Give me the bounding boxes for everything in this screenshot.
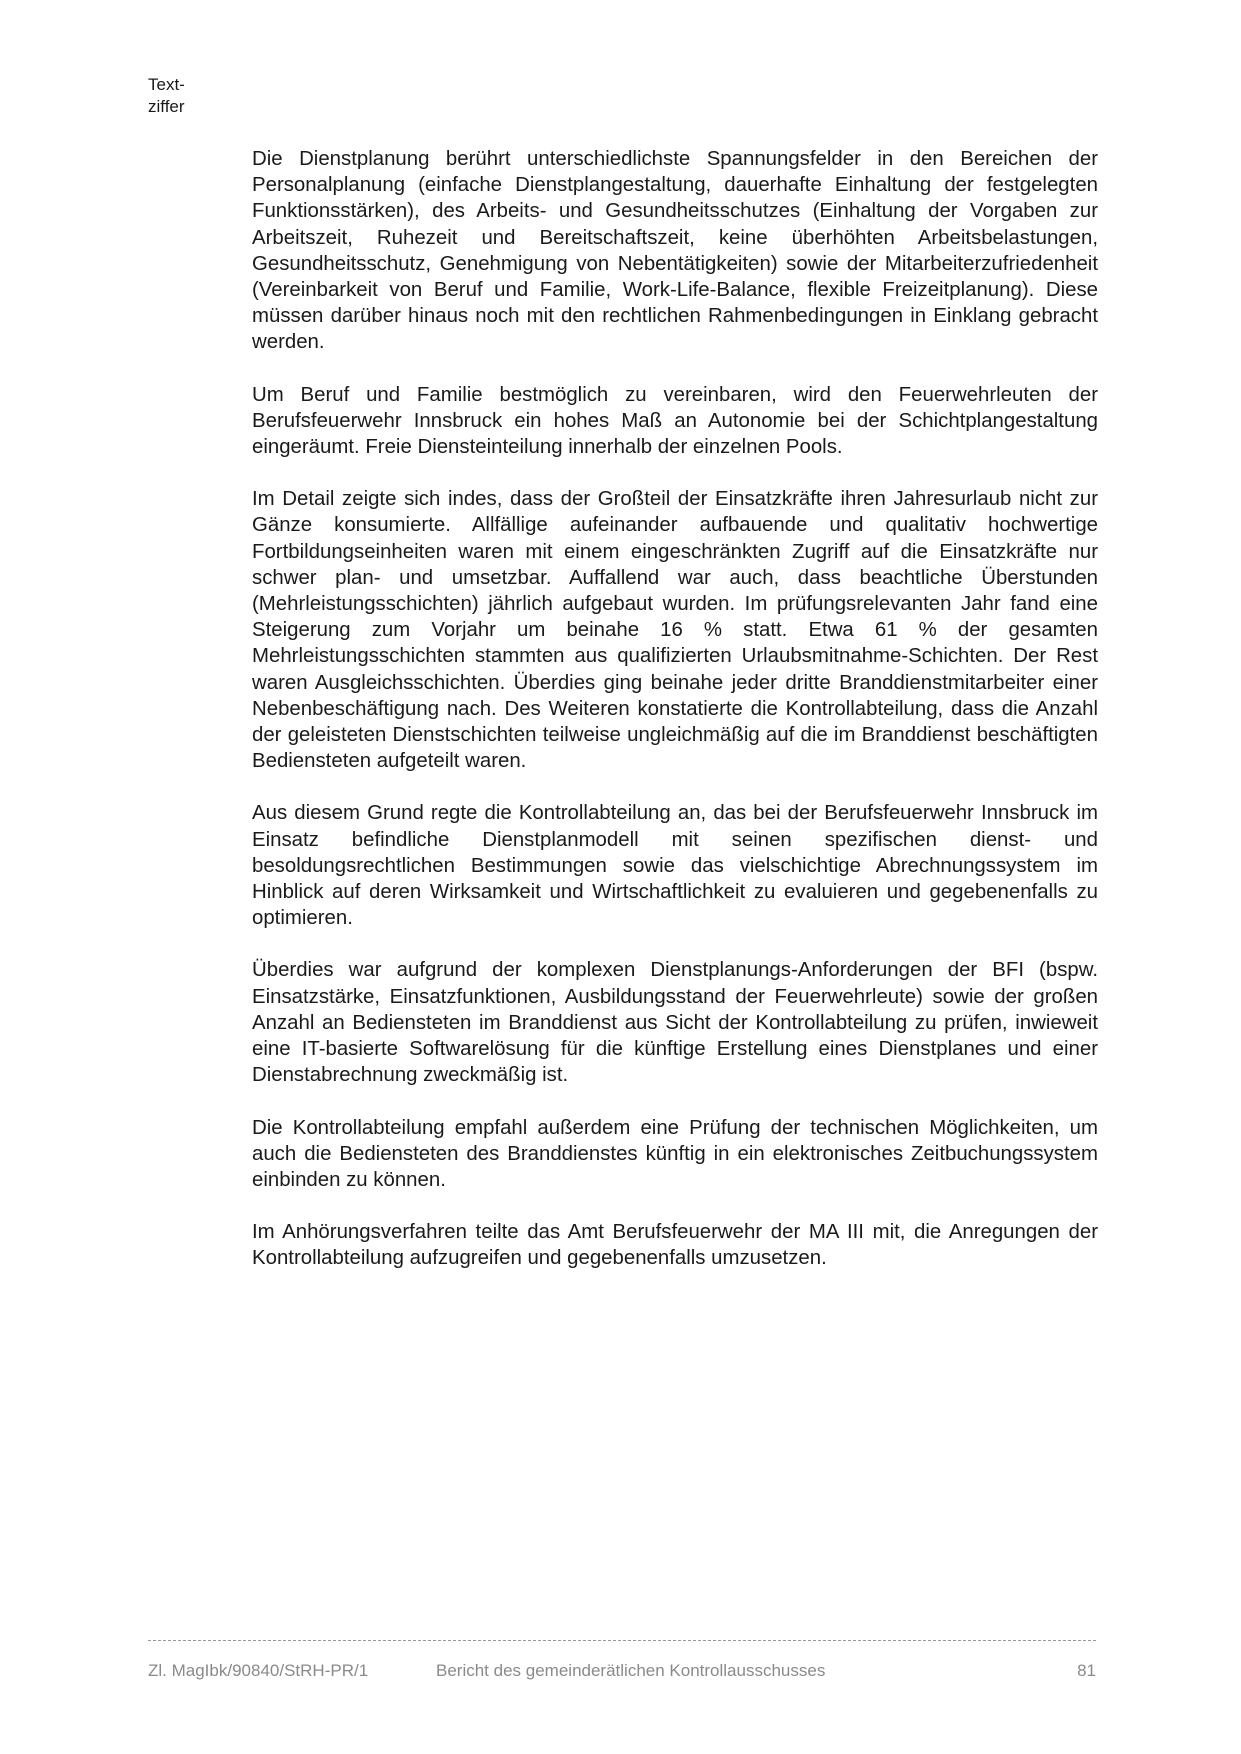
paragraph-2: Um Beruf und Familie bestmöglich zu vereinbaren, wird den Feuerwehrleuten der Berufsfeuerwehr Innsbruck ein hohes Maß an Autonomie bei der Schichtplangestaltung eingeräumt. Freie Diensteinteilung innerhalb der einzelnen Pools. [252,383,1098,459]
margin-label-textziffer [148,74,185,118]
page-number: 81 [1077,1661,1096,1680]
footer-reference: Zl. MagIbk/90840/StRH-PR/1 [148,1661,369,1680]
footer-title: Bericht des gemeinderätlichen Kontrollausschusses [436,1661,826,1680]
paragraph-7: Im Anhörungsverfahren teilte das Amt Berufsfeuerwehr der MA III mit, die Anregungen der Kontrollabteilung aufzugreifen und gegebenenfalls umzusetzen. [252,1221,1098,1270]
paragraph-6: Die Kontrollabteilung empfahl außerdem eine Prüfung der technischen Möglichkeiten, um auch die Bediensteten des Branddienstes künftig in ein elektronisches Zeitbuchungssystem einbinden zu können. [252,1116,1098,1191]
document-body [252,146,1098,1298]
margin-label-line1: Text- [148,75,185,94]
footer-divider [148,1640,1096,1641]
paragraph-1: Die Dienstplanung berührt unterschiedlichste Spannungsfelder in den Bereichen der Personalplanung (einfache Dienstplangestaltung, dauerhafte Einhaltung der festgelegten Funktionsstärken), des Arbeits- und Gesundheitsschutzes (Einhaltung der Vorgaben zur Arbeitszeit, Ruhezeit und Bereitschaftszeit, keine überhöhten Arbeitsbelastungen, Gesundheitsschutz, Genehmigung von Nebentätigkeiten) sowie der Mitarbeiterzufriedenheit (Vereinbarkeit von Beruf und Familie, Work-Life-Balance, flexible Freizeitplanung). Diese müssen darüber hinaus noch mit den rechtlichen Rahmenbedingungen in Einklang gebracht werden. [252,148,1098,354]
margin-label-line2: ziffer [148,97,185,116]
paragraph-3: Im Detail zeigte sich indes, dass der Großteil der Einsatzkräfte ihren Jahresurlaub nicht zur Gänze konsumierte. Allfällige aufeinander aufbauende und qualitativ hochwertige Fortbildungseinheiten waren mit einem eingeschränkten Zugriff auf die Einsatzkräfte nur schwer plan- und umsetzbar. Auffallend war auch, dass beachtliche Überstunden (Mehrleistungsschichten) jährlich aufgebaut wurden. Im prüfungsrelevanten Jahr fand eine Steigerung zum Vorjahr um beinahe 16 % statt. Etwa 61 % der gesamten Mehrleistungsschichten stammten aus qualifizierten Urlaubsmitnahme-Schichten. Der Rest waren Ausgleichsschichten. Überdies ging beinahe jeder dritte Branddienstmitarbeiter einer Nebenbeschäftigung nach. Des Weiteren konstatierte die Kontrollabteilung, dass die Anzahl der geleisteten Dienstschichten teilweise ungleichmäßig auf die im Branddienst beschäftigten Bediensteten aufgeteilt waren. [252,488,1098,773]
paragraph-5: Überdies war aufgrund der komplexen Dienstplanungs-Anforderungen der BFI (bspw. Einsatzstärke, Einsatzfunktionen, Ausbildungsstand der Feuerwehrleute) sowie der großen Anzahl an Bediensteten im Branddienst aus Sicht der Kontrollabteilung zu prüfen, inwieweit eine IT-basierte Softwarelösung für die künftige Erstellung eines Dienstplanes und einer Dienstabrechnung zweckmäßig ist. [252,959,1098,1087]
paragraph-4: Aus diesem Grund regte die Kontrollabteilung an, das bei der Berufsfeuerwehr Innsbruck im Einsatz befindliche Dienstplanmodell mit seinen spezifischen dienst- und besoldungsrechtlichen Bestimmungen sowie das vielschichtige Abrechnungssystem im Hinblick auf deren Wirksamkeit und Wirtschaftlichkeit zu evaluieren und gegebenenfalls zu optimieren. [252,802,1098,930]
